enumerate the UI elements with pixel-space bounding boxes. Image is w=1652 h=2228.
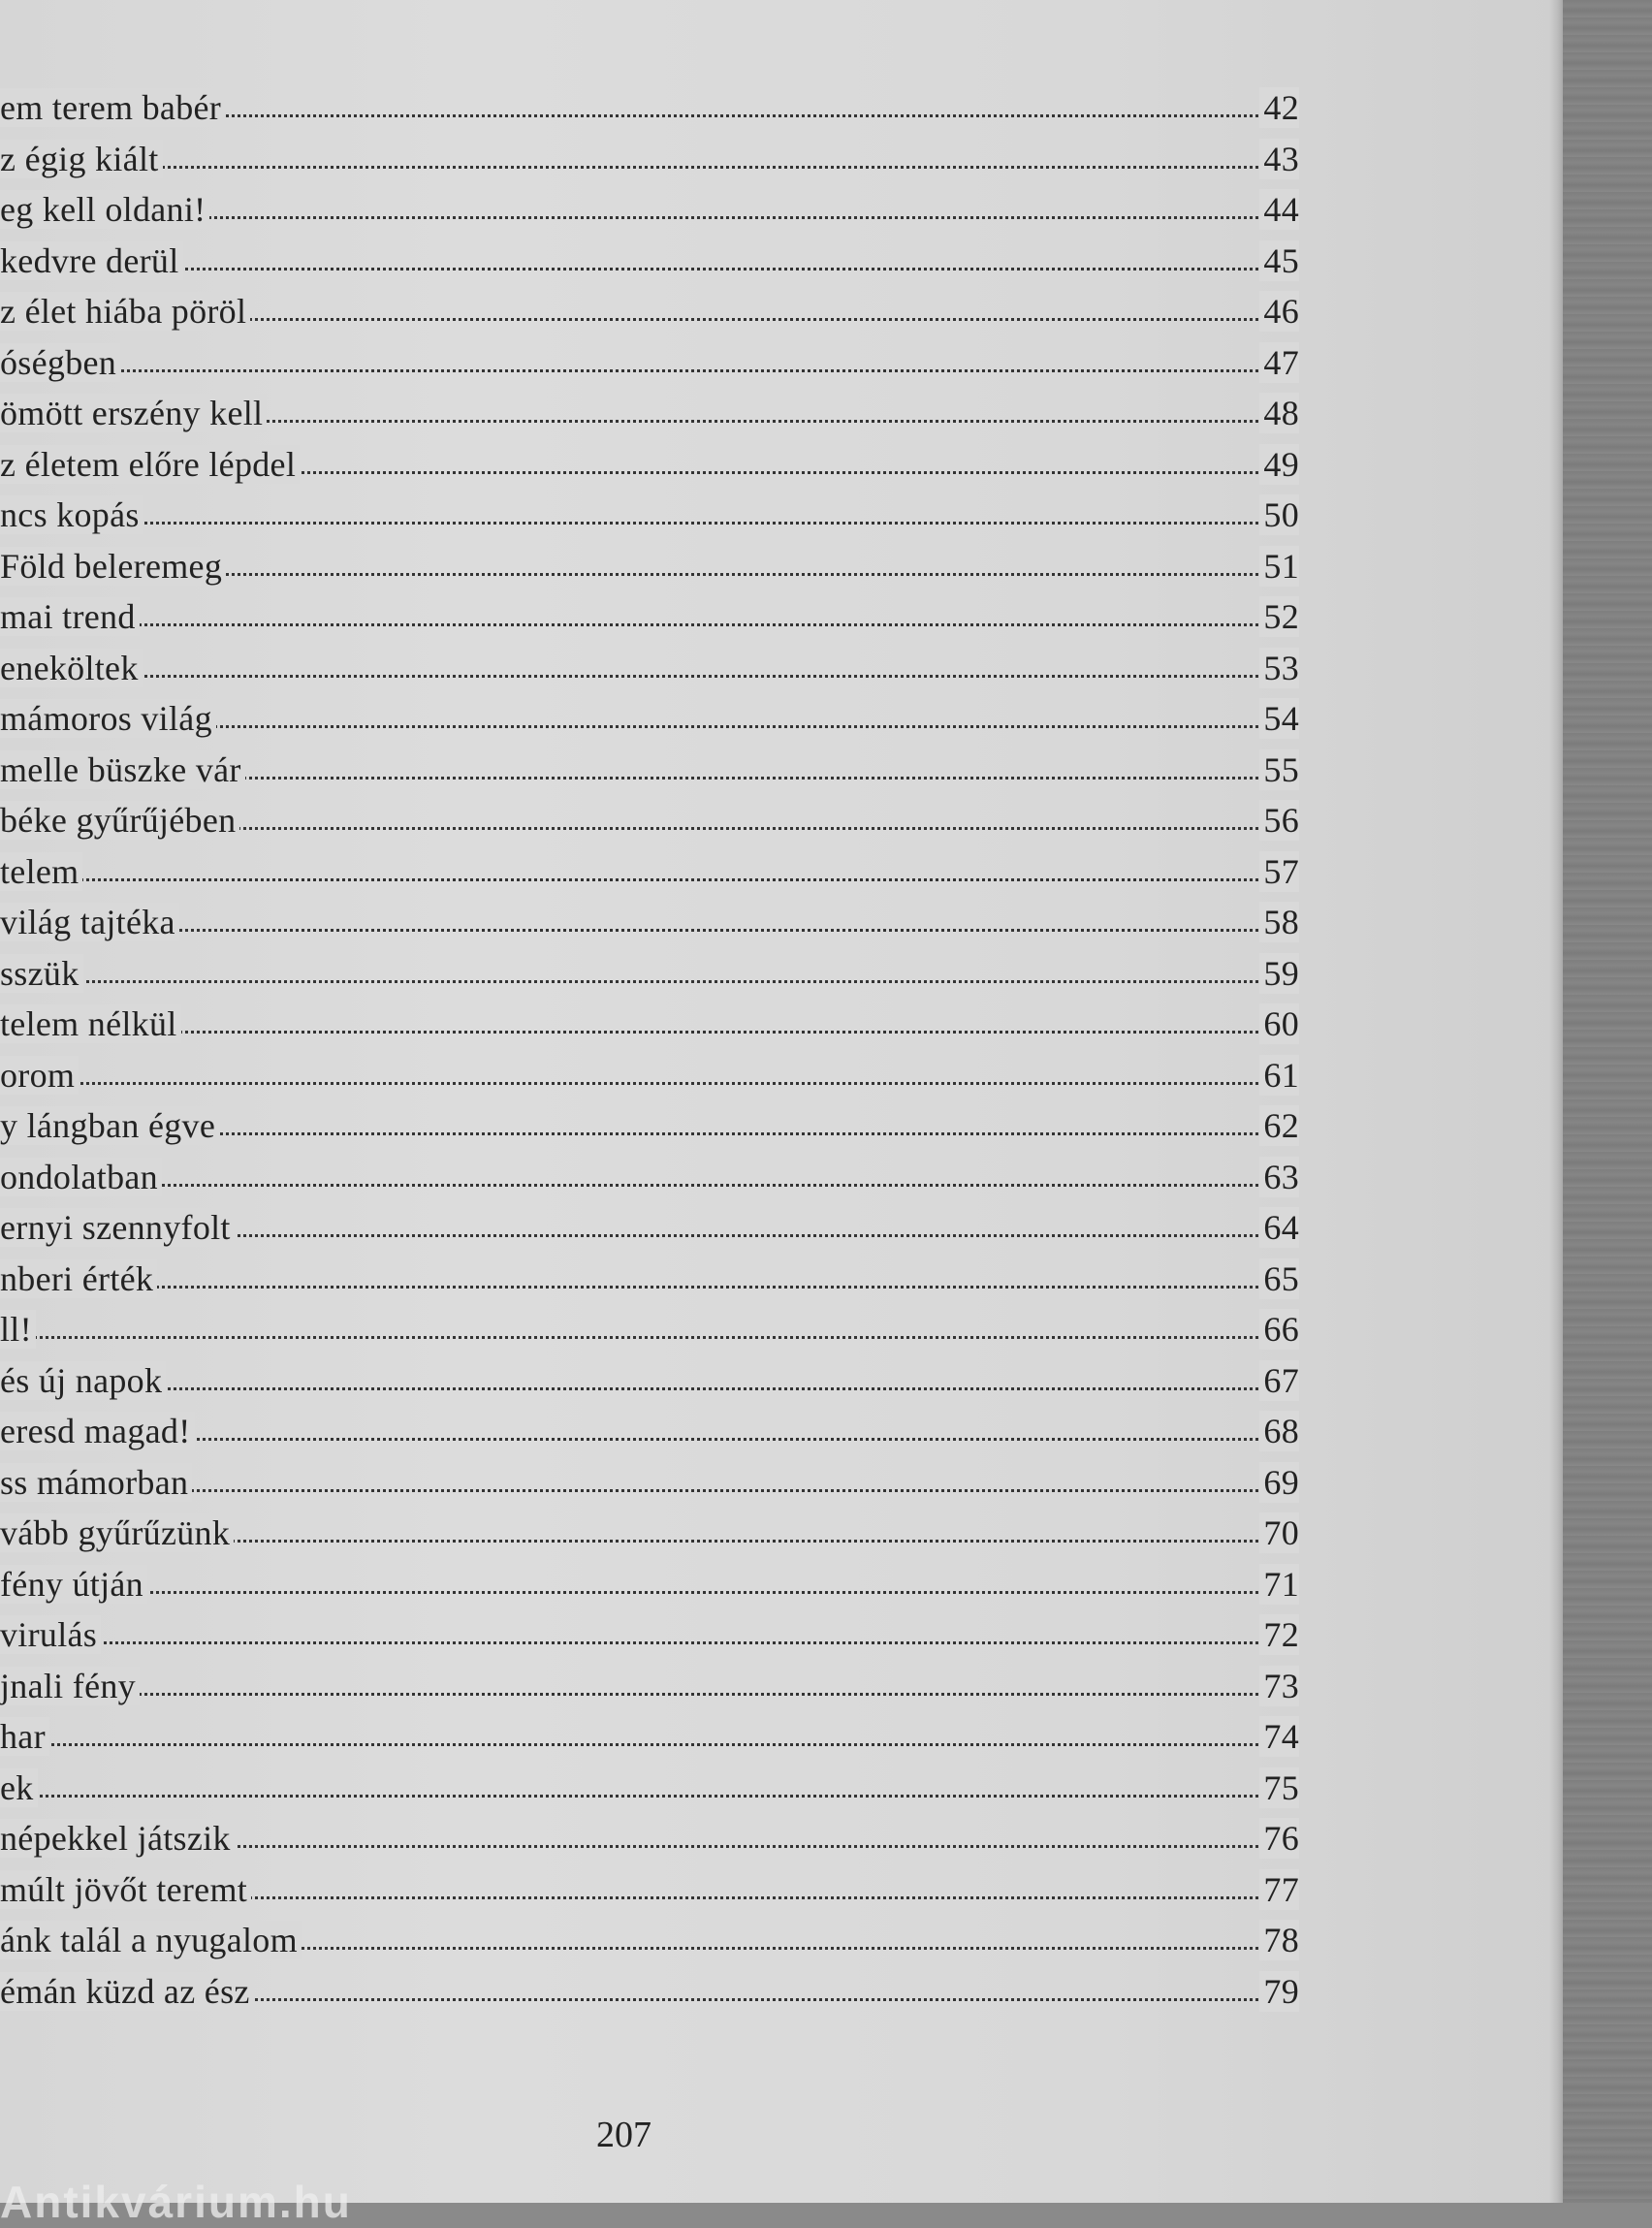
toc-entry-title: Föld beleremeg (0, 547, 226, 586)
toc-entry-page: 73 (1259, 1666, 1299, 1706)
toc-entry-title: világ tajtéka (0, 903, 179, 941)
toc-entry (0, 902, 1299, 953)
toc-entry-title: émán küzd az ész (0, 1972, 254, 2011)
toc-entry-title: orom (0, 1056, 79, 1095)
toc-entry-page: 69 (1259, 1462, 1299, 1503)
toc-entry-page: 60 (1259, 1003, 1299, 1044)
toc-entry (0, 1869, 1299, 1921)
dot-leader (0, 268, 1299, 271)
toc-entry-page: 75 (1259, 1767, 1299, 1808)
toc-entry (0, 1564, 1299, 1615)
toc-entry (0, 1920, 1299, 1971)
toc-entry-page: 53 (1259, 648, 1299, 688)
toc-entry (0, 1105, 1299, 1157)
dot-leader (0, 1795, 1299, 1798)
dot-leader (0, 1591, 1299, 1594)
toc-entry-page: 77 (1259, 1869, 1299, 1910)
watermark: Antikvárium.hu (0, 2177, 352, 2227)
toc-entry-title: ánk talál a nyugalom (0, 1921, 302, 1959)
toc-entry-page: 59 (1259, 953, 1299, 994)
toc-entry-title: és új napok (0, 1361, 166, 1400)
toc-entry (0, 1207, 1299, 1258)
toc-entry-page: 68 (1259, 1411, 1299, 1451)
toc-entry (0, 1055, 1299, 1106)
toc-entry-title: ondolatban (0, 1158, 162, 1196)
toc-entry-page: 79 (1259, 1971, 1299, 2012)
toc-entry-page: 64 (1259, 1207, 1299, 1248)
binding-shadow (1563, 0, 1652, 2203)
toc-entry-page: 76 (1259, 1818, 1299, 1859)
toc-entry-title: mámoros világ (0, 699, 216, 738)
toc-entry (0, 1157, 1299, 1208)
toc-entry-page: 49 (1259, 444, 1299, 485)
toc-entry (0, 596, 1299, 648)
toc-entry-title: ek (0, 1768, 38, 1807)
toc-entry (0, 1411, 1299, 1462)
toc-entry (0, 800, 1299, 851)
toc-entry (0, 1309, 1299, 1360)
toc-entry-title: melle büszke vár (0, 750, 245, 789)
toc-entry (0, 393, 1299, 444)
toc-entry-page: 66 (1259, 1309, 1299, 1350)
toc-entry-title: eresd magad! (0, 1412, 195, 1450)
toc-entry-title: jnali fény (0, 1667, 140, 1705)
toc-entry (0, 444, 1299, 495)
dot-leader (0, 1387, 1299, 1390)
dot-leader (0, 929, 1299, 932)
toc-entry-page: 50 (1259, 494, 1299, 535)
toc-entry (0, 240, 1299, 292)
toc-entry-title: eneköltek (0, 649, 143, 687)
toc-entry-page: 43 (1259, 139, 1299, 179)
dot-leader (0, 1184, 1299, 1187)
dot-leader (0, 1438, 1299, 1441)
toc-entry-page: 56 (1259, 800, 1299, 841)
toc-entry-title: z élet hiába pöröl (0, 292, 250, 331)
toc-entry (0, 953, 1299, 1004)
dot-leader (0, 1743, 1299, 1746)
dot-leader (0, 1286, 1299, 1289)
toc-entry-page: 42 (1259, 87, 1299, 128)
toc-entry-page: 63 (1259, 1157, 1299, 1197)
toc-entry-page: 55 (1259, 749, 1299, 790)
dot-leader (0, 623, 1299, 626)
toc-entry-page: 71 (1259, 1564, 1299, 1605)
toc-entry (0, 698, 1299, 749)
toc-entry-page: 48 (1259, 393, 1299, 433)
toc-entry-title: ncs kopás (0, 495, 143, 534)
toc-entry-page: 65 (1259, 1258, 1299, 1299)
toc-entry-page: 44 (1259, 189, 1299, 230)
toc-entry-title: múlt jövőt teremt (0, 1870, 251, 1909)
dot-leader (0, 1693, 1299, 1696)
toc-entry (0, 1003, 1299, 1055)
toc-entry-title: sszük (0, 954, 83, 993)
toc-entry-title: óségben (0, 343, 120, 382)
toc-entry (0, 189, 1299, 240)
page-number: 207 (596, 2115, 651, 2155)
toc-entry-title: har (0, 1717, 49, 1756)
toc-entry-page: 78 (1259, 1920, 1299, 1960)
toc-entry-title: ll! (0, 1310, 36, 1349)
toc-entry-page: 57 (1259, 851, 1299, 892)
toc-entry (0, 1614, 1299, 1666)
dot-leader (0, 1082, 1299, 1085)
toc-entry-page: 74 (1259, 1716, 1299, 1757)
toc-entry-title: ernyi szennyfolt (0, 1208, 235, 1247)
page-edge (1549, 0, 1563, 2203)
dot-leader (0, 980, 1299, 983)
dot-leader (0, 522, 1299, 525)
dot-leader (0, 1336, 1299, 1339)
toc-entry (0, 1360, 1299, 1412)
toc-entry-page: 70 (1259, 1512, 1299, 1553)
toc-entry-title: fény útján (0, 1565, 147, 1604)
toc-entry (0, 851, 1299, 903)
toc-entry-page: 61 (1259, 1055, 1299, 1096)
toc-entry-title: telem nélkül (0, 1004, 181, 1043)
dot-leader (0, 1031, 1299, 1034)
dot-leader (0, 369, 1299, 372)
toc-entry-page: 51 (1259, 546, 1299, 587)
toc-entry (0, 1512, 1299, 1564)
toc-entry (0, 749, 1299, 801)
toc-entry (0, 546, 1299, 597)
toc-entry-page: 46 (1259, 291, 1299, 332)
toc-entry-page: 45 (1259, 240, 1299, 281)
dot-leader (0, 166, 1299, 169)
toc-entry (0, 342, 1299, 394)
toc-entry-page: 58 (1259, 902, 1299, 942)
toc-entry-title: mai trend (0, 597, 140, 636)
dot-leader (0, 1641, 1299, 1644)
toc-entry-title: ömött erszény kell (0, 394, 267, 432)
toc-entry (0, 1716, 1299, 1767)
toc-entry (0, 1258, 1299, 1310)
toc-entry (0, 87, 1299, 139)
toc-entry-title: vább gyűrűzünk (0, 1513, 234, 1552)
toc-entry-page: 52 (1259, 596, 1299, 637)
toc-entry (0, 139, 1299, 190)
toc-entry (0, 648, 1299, 699)
toc-entry-title: z égig kiált (0, 140, 163, 178)
toc-entry-page: 47 (1259, 342, 1299, 383)
toc-entry-page: 54 (1259, 698, 1299, 739)
toc-entry-page: 62 (1259, 1105, 1299, 1146)
toc-entry-title: ss mámorban (0, 1463, 192, 1502)
toc-entry (0, 1462, 1299, 1513)
toc-entry-page: 67 (1259, 1360, 1299, 1401)
table-of-contents (0, 87, 1299, 2021)
toc-entry (0, 1666, 1299, 1717)
toc-entry-title: virulás (0, 1615, 101, 1654)
dot-leader (0, 1489, 1299, 1492)
toc-entry-title: y lángban égve (0, 1106, 219, 1145)
toc-entry-title: em terem babér (0, 88, 225, 127)
toc-entry-page: 72 (1259, 1614, 1299, 1655)
toc-entry (0, 494, 1299, 546)
toc-entry-title: z életem előre lépdel (0, 445, 300, 484)
toc-entry-title: béke gyűrűjében (0, 801, 239, 840)
toc-entry-title: népekkel játszik (0, 1819, 235, 1858)
toc-entry-title: telem (0, 852, 82, 891)
toc-entry-title: eg kell oldani! (0, 190, 209, 229)
dot-leader (0, 878, 1299, 881)
toc-entry-title: kedvre derül (0, 241, 183, 280)
toc-entry-title: nberi érték (0, 1259, 157, 1298)
toc-entry (0, 1818, 1299, 1869)
toc-entry (0, 291, 1299, 342)
toc-entry (0, 1767, 1299, 1819)
toc-entry (0, 1971, 1299, 2022)
dot-leader (0, 675, 1299, 678)
